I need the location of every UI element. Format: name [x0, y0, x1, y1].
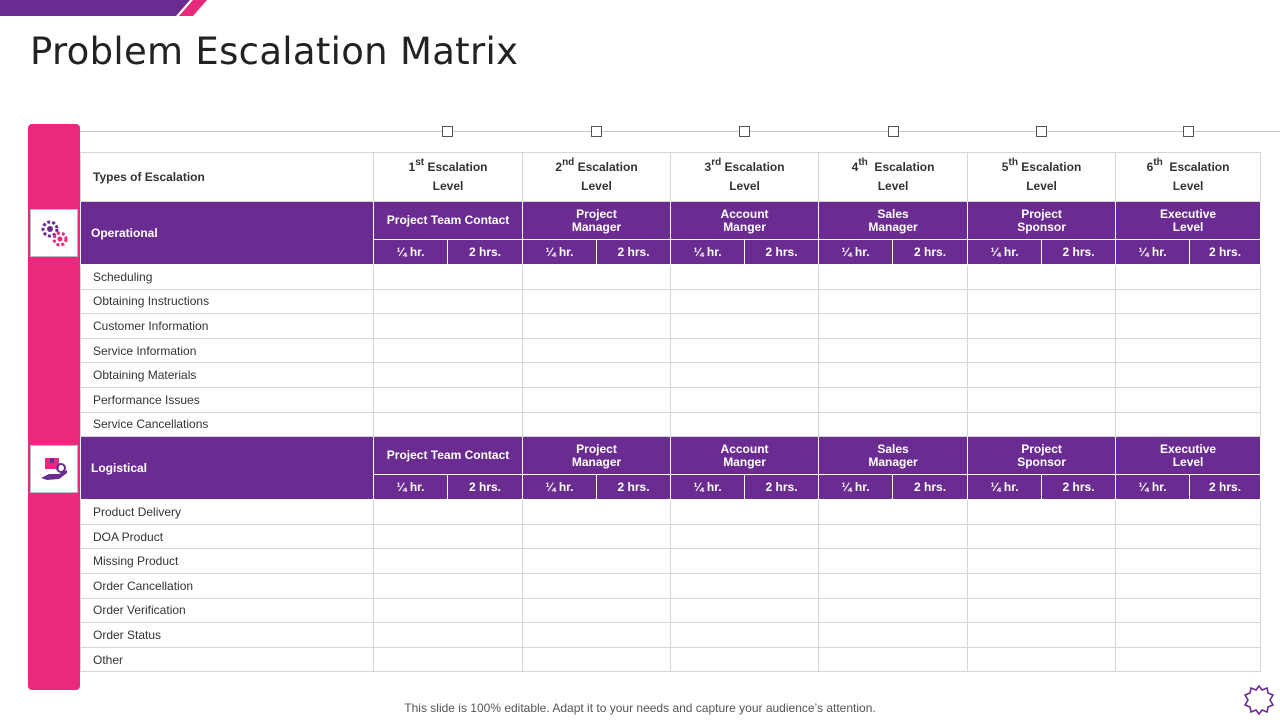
role-cell: [968, 437, 1116, 475]
role-line: Project Team Contact: [386, 213, 510, 227]
matrix-cell[interactable]: [819, 265, 968, 290]
matrix-cell[interactable]: [374, 549, 523, 574]
matrix-cell[interactable]: [968, 623, 1116, 648]
level-header-line: [819, 158, 967, 177]
time-cell: 2 hrs.: [893, 240, 968, 265]
time-cell: 2 hrs.: [1190, 240, 1261, 265]
level-label: Escalation: [1162, 160, 1230, 174]
matrix-cell[interactable]: [1116, 387, 1261, 412]
matrix-cell[interactable]: [374, 338, 523, 363]
escalation-item: Order Status: [81, 623, 374, 648]
time-cell: 2 hrs.: [1042, 475, 1116, 500]
matrix-cell[interactable]: [374, 363, 523, 388]
table-row: [81, 500, 1261, 525]
matrix-cell[interactable]: [968, 338, 1116, 363]
matrix-cell[interactable]: [819, 500, 968, 525]
matrix-cell[interactable]: [671, 412, 819, 437]
time-cell: 2 hrs.: [745, 240, 819, 265]
matrix-cell[interactable]: [523, 265, 671, 290]
escalation-item: Other: [81, 647, 374, 672]
role-line: Sales: [877, 206, 909, 221]
time-cell: ¼ hr.: [819, 475, 893, 500]
role-line: Project: [1021, 206, 1062, 221]
time-cell: ¼ hr.: [523, 475, 597, 500]
role-line: Account: [720, 206, 769, 221]
matrix-cell[interactable]: [523, 338, 671, 363]
matrix-cell[interactable]: [819, 647, 968, 672]
matrix-cell[interactable]: [374, 265, 523, 290]
time-cell: 2 hrs.: [745, 475, 819, 500]
table-row: [81, 524, 1261, 549]
time-cell: 2 hrs.: [1042, 240, 1116, 265]
level-label: Escalation: [574, 160, 638, 174]
role-line: Project: [576, 441, 617, 456]
delivery-hand-icon: [30, 445, 78, 493]
matrix-cell[interactable]: [523, 363, 671, 388]
matrix-cell[interactable]: [968, 647, 1116, 672]
time-cell: 2 hrs.: [597, 475, 671, 500]
role-cell: [374, 202, 523, 240]
level-number: 5: [1001, 160, 1009, 174]
escalation-item: Obtaining Instructions: [81, 289, 374, 314]
level-header: [819, 153, 968, 202]
table-row: [81, 549, 1261, 574]
types-header: Types of Escalation: [81, 153, 374, 202]
matrix-cell[interactable]: [374, 524, 523, 549]
matrix-cell[interactable]: [1116, 412, 1261, 437]
matrix-cell[interactable]: [671, 387, 819, 412]
level-label-line2: Level: [1172, 179, 1204, 193]
matrix-cell[interactable]: [671, 289, 819, 314]
level-header-line: [523, 158, 670, 177]
matrix-cell[interactable]: [819, 573, 968, 598]
level-label-line2: Level: [432, 179, 464, 193]
table-row: [81, 314, 1261, 339]
matrix-cell[interactable]: [671, 549, 819, 574]
level-header-line: [968, 158, 1115, 177]
role-cell: [523, 437, 671, 475]
matrix-cell[interactable]: [1116, 363, 1261, 388]
role-cell: [671, 437, 819, 475]
role-line: Manager: [571, 454, 622, 469]
level-header: [523, 153, 671, 202]
matrix-cell[interactable]: [523, 314, 671, 339]
role-line: Sponsor: [1017, 454, 1066, 469]
level-number: 4: [851, 160, 859, 174]
matrix-cell[interactable]: [819, 412, 968, 437]
level-header-line: [1116, 158, 1260, 177]
category-row: [81, 437, 1261, 475]
escalation-item: Performance Issues: [81, 387, 374, 412]
escalation-item: Service Information: [81, 338, 374, 363]
matrix-cell[interactable]: [374, 573, 523, 598]
table-row: [81, 647, 1261, 672]
matrix-cell[interactable]: [1116, 549, 1261, 574]
role-cell: [374, 437, 523, 475]
matrix-cell[interactable]: [523, 598, 671, 623]
matrix-cell[interactable]: [523, 500, 671, 525]
matrix-cell[interactable]: [819, 387, 968, 412]
matrix-cell[interactable]: [968, 524, 1116, 549]
level-label-line2: Level: [877, 179, 909, 193]
time-cell: ¼ hr.: [671, 240, 745, 265]
matrix-cell[interactable]: [819, 363, 968, 388]
matrix-cell[interactable]: [1116, 623, 1261, 648]
matrix-cell[interactable]: [1116, 265, 1261, 290]
selection-handle[interactable]: [888, 126, 899, 137]
level-ordinal: st: [415, 157, 425, 168]
matrix-cell[interactable]: [1116, 289, 1261, 314]
matrix-cell[interactable]: [671, 623, 819, 648]
escalation-item: Service Cancellations: [81, 412, 374, 437]
time-cell: 2 hrs.: [597, 240, 671, 265]
matrix-cell[interactable]: [819, 289, 968, 314]
role-line: Manger: [723, 219, 766, 234]
role-line: Executive: [1160, 206, 1217, 221]
escalation-matrix-table: [80, 152, 1261, 672]
selection-handle[interactable]: [591, 126, 602, 137]
role-cell: [671, 202, 819, 240]
table-row: [81, 623, 1261, 648]
selection-handle[interactable]: [1183, 126, 1194, 137]
matrix-cell[interactable]: [671, 598, 819, 623]
time-cell: 2 hrs.: [893, 475, 968, 500]
role-cell: [1116, 437, 1261, 475]
matrix-cell[interactable]: [819, 623, 968, 648]
role-line: Project Team Contact: [386, 448, 510, 463]
matrix-cell[interactable]: [523, 573, 671, 598]
matrix-cell[interactable]: [819, 598, 968, 623]
escalation-item: Scheduling: [81, 265, 374, 290]
level-label-line2: Level: [729, 179, 760, 193]
selection-handle[interactable]: [442, 126, 453, 137]
level-header-line: [671, 158, 818, 177]
matrix-cell[interactable]: [671, 524, 819, 549]
selection-handle[interactable]: [739, 126, 750, 137]
escalation-item: Obtaining Materials: [81, 363, 374, 388]
level-label-line2: Level: [1026, 179, 1057, 193]
matrix-cell[interactable]: [968, 265, 1116, 290]
time-cell: 2 hrs.: [1190, 475, 1261, 500]
category-name: Operational: [81, 202, 374, 265]
level-ordinal: nd: [562, 157, 575, 168]
matrix-cell[interactable]: [1116, 314, 1261, 339]
matrix-cell[interactable]: [1116, 524, 1261, 549]
level-label: Escalation: [721, 160, 785, 174]
level-header: [374, 153, 523, 202]
matrix-cell[interactable]: [968, 573, 1116, 598]
matrix-cell[interactable]: [819, 524, 968, 549]
level-label: Escalation: [867, 160, 935, 174]
matrix-cell[interactable]: [374, 647, 523, 672]
matrix-cell[interactable]: [968, 387, 1116, 412]
settings-gear-icon[interactable]: [1242, 683, 1276, 717]
level-number: 1: [408, 160, 416, 174]
matrix-cell[interactable]: [968, 363, 1116, 388]
table-row: [81, 289, 1261, 314]
matrix-cell[interactable]: [1116, 598, 1261, 623]
matrix-cell[interactable]: [1116, 573, 1261, 598]
time-cell: 2 hrs.: [448, 240, 523, 265]
matrix-cell[interactable]: [671, 647, 819, 672]
level-ordinal: th: [1008, 157, 1018, 168]
time-cell: ¼ hr.: [374, 475, 448, 500]
role-line: Manager: [868, 219, 918, 234]
matrix-cell[interactable]: [523, 623, 671, 648]
page-title: Problem Escalation Matrix: [30, 30, 519, 73]
level-header: [1116, 153, 1261, 202]
top-decorative-band: [0, 0, 210, 16]
table-row: [81, 387, 1261, 412]
matrix-cell[interactable]: [968, 289, 1116, 314]
role-cell: [968, 202, 1116, 240]
matrix-cell[interactable]: [968, 412, 1116, 437]
time-cell: ¼ hr.: [968, 475, 1042, 500]
level-ordinal: rd: [711, 157, 722, 168]
level-ordinal: th: [858, 157, 868, 168]
matrix-cell[interactable]: [523, 549, 671, 574]
matrix-cell[interactable]: [523, 524, 671, 549]
selection-handle[interactable]: [1036, 126, 1047, 137]
table-row: [81, 598, 1261, 623]
matrix-cell[interactable]: [968, 549, 1116, 574]
matrix-cell[interactable]: [819, 338, 968, 363]
matrix-cell[interactable]: [374, 387, 523, 412]
level-ordinal: th: [1153, 157, 1163, 168]
level-label-line2: Level: [581, 179, 612, 193]
matrix-cell[interactable]: [374, 412, 523, 437]
role-line: Sales: [877, 441, 909, 456]
level-header: [671, 153, 819, 202]
matrix-cell[interactable]: [1116, 500, 1261, 525]
level-number: 2: [555, 160, 563, 174]
footer-note: This slide is 100% editable. Adapt it to your needs and capture your audience’s attention.: [404, 701, 876, 715]
time-cell: ¼ hr.: [1116, 475, 1190, 500]
time-cell: 2 hrs.: [448, 475, 523, 500]
matrix-cell[interactable]: [968, 314, 1116, 339]
header-row: [81, 153, 1261, 202]
role-line: Manager: [868, 454, 918, 469]
category-name: Logistical: [81, 437, 374, 500]
table-row: [81, 363, 1261, 388]
role-line: Manager: [571, 219, 622, 234]
level-header: [968, 153, 1116, 202]
matrix-cell[interactable]: [671, 500, 819, 525]
escalation-item: Product Delivery: [81, 500, 374, 525]
gears-icon: [30, 209, 78, 257]
matrix-cell[interactable]: [1116, 647, 1261, 672]
role-line: Project: [1021, 441, 1062, 456]
escalation-item: DOA Product: [81, 524, 374, 549]
matrix-cell[interactable]: [968, 500, 1116, 525]
time-cell: ¼ hr.: [819, 240, 893, 265]
escalation-item: Order Verification: [81, 598, 374, 623]
table-row: [81, 338, 1261, 363]
matrix-cell[interactable]: [968, 598, 1116, 623]
matrix-cell[interactable]: [671, 314, 819, 339]
role-cell: [523, 202, 671, 240]
matrix-cell[interactable]: [671, 265, 819, 290]
matrix-cell[interactable]: [374, 314, 523, 339]
level-label: Escalation: [1017, 160, 1082, 174]
role-line: Executive: [1160, 441, 1217, 456]
matrix-cell[interactable]: [1116, 338, 1261, 363]
matrix-cell[interactable]: [671, 363, 819, 388]
matrix-cell[interactable]: [523, 647, 671, 672]
matrix-cell[interactable]: [671, 573, 819, 598]
level-label: Escalation: [424, 160, 488, 174]
matrix-cell[interactable]: [374, 623, 523, 648]
matrix-cell[interactable]: [523, 412, 671, 437]
role-line: Level: [1172, 454, 1204, 469]
level-number: 6: [1146, 160, 1154, 174]
role-line: Account: [720, 441, 769, 456]
matrix-cell[interactable]: [523, 289, 671, 314]
role-line: Level: [1172, 219, 1204, 234]
table-row: [81, 573, 1261, 598]
escalation-item: Customer Information: [81, 314, 374, 339]
matrix-cell[interactable]: [671, 338, 819, 363]
role-line: Sponsor: [1017, 219, 1066, 234]
table-row: [81, 412, 1261, 437]
time-cell: ¼ hr.: [1116, 240, 1190, 265]
matrix-cell[interactable]: [374, 598, 523, 623]
role-cell: [1116, 202, 1261, 240]
matrix-cell[interactable]: [374, 500, 523, 525]
role-line: Project: [576, 206, 617, 221]
category-row: [81, 202, 1261, 240]
matrix-cell[interactable]: [819, 549, 968, 574]
matrix-cell[interactable]: [523, 387, 671, 412]
role-cell: [819, 437, 968, 475]
time-cell: ¼ hr.: [671, 475, 745, 500]
level-number: 3: [704, 160, 712, 174]
time-cell: ¼ hr.: [523, 240, 597, 265]
matrix-cell[interactable]: [819, 314, 968, 339]
level-header-line: [374, 158, 522, 177]
escalation-item: Missing Product: [81, 549, 374, 574]
time-cell: ¼ hr.: [968, 240, 1042, 265]
escalation-item: Order Cancellation: [81, 573, 374, 598]
time-cell: ¼ hr.: [374, 240, 448, 265]
table-row: [81, 265, 1261, 290]
selection-guide-line: [80, 131, 1280, 132]
role-line: Manger: [723, 454, 766, 469]
role-cell: [819, 202, 968, 240]
matrix-cell[interactable]: [374, 289, 523, 314]
